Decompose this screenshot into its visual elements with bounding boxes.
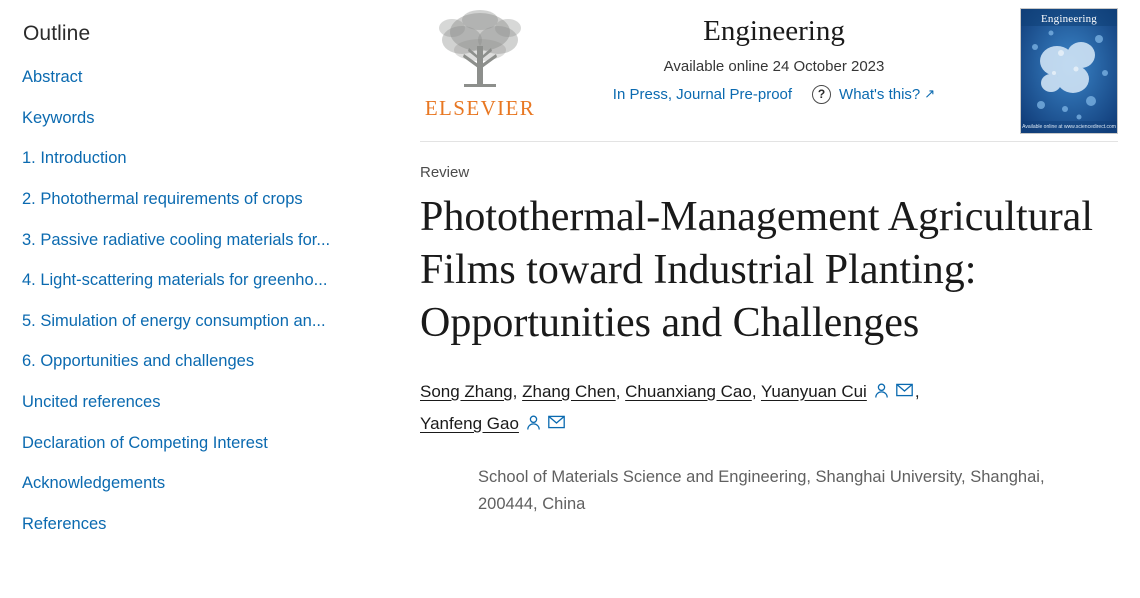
author-affiliation: School of Materials Science and Engineering, Shanghai University, Shanghai, 200444, China [478,468,1045,514]
outline-title: Outline [23,22,91,45]
author-separator: , [751,381,757,401]
article-header [400,142,1140,518]
sidebar-item-references[interactable]: References [22,515,107,534]
sidebar-item-simulation-energy[interactable]: 5. Simulation of energy consumption an... [22,311,326,330]
elsevier-tree-icon [428,6,532,98]
author-name[interactable]: Yuanyuan Cui [760,381,867,401]
sidebar-item-declaration-competing-interest[interactable]: Declaration of Competing Interest [22,433,268,452]
sidebar-item-uncited-references[interactable]: Uncited references [22,393,161,412]
author-badges [874,383,913,399]
article-main [400,0,1140,598]
press-status-link[interactable]: In Press, Journal Pre-proof [612,85,793,103]
journal-header [420,0,1118,142]
journal-info [550,14,998,104]
journal-cover-artwork [1021,9,1118,134]
journal-availability: Available online 24 October 2023 [663,57,885,75]
outline-sidebar [0,0,400,598]
person-icon[interactable] [874,383,889,399]
document-type-label: Review [420,164,470,181]
journal-title: Engineering [703,15,845,47]
person-icon[interactable] [526,415,541,431]
sidebar-item-opportunities-challenges[interactable]: 6. Opportunities and challenges [22,352,255,371]
envelope-icon[interactable] [548,415,565,429]
whats-this-link[interactable] [839,86,935,103]
journal-cover-thumbnail[interactable] [1020,8,1118,134]
author-name[interactable]: Song Zhang [420,381,513,401]
author-badges [526,415,565,431]
author-name[interactable]: Zhang Chen [522,381,616,401]
author-separator: , [512,381,518,401]
publisher-logo[interactable] [420,6,540,121]
publisher-wordmark: ELSEVIER [424,96,536,120]
sidebar-item-light-scattering-materials[interactable]: 4. Light-scattering materials for greenho... [22,271,328,290]
author-list [420,376,1060,441]
sidebar-item-acknowledgements[interactable]: Acknowledgements [22,474,166,493]
author-name[interactable]: Yanfeng Gao [420,414,519,434]
sidebar-item-abstract[interactable]: Abstract [22,68,83,86]
author-separator: , [914,381,920,401]
page-title: Photothermal-Management Agricultural Films toward Industrial Planting: Opportunities and Challenges [420,194,1093,346]
sidebar-item-passive-radiative-cooling[interactable]: 3. Passive radiative cooling materials for... [22,230,331,249]
external-link-arrow-icon: ↗ [924,86,936,102]
sidebar-item-keywords[interactable]: Keywords [22,108,95,127]
cover-footer-text: Available online at www.sciencedirect.com [1022,124,1116,130]
sidebar-item-photothermal-requirements[interactable]: 2. Photothermal requirements of crops [22,189,303,208]
author-name[interactable]: Chuanxiang Cao [625,381,752,401]
outline-list [22,68,400,533]
sidebar-item-introduction[interactable]: 1. Introduction [22,149,127,168]
cover-journal-title: Engineering [1041,13,1097,25]
question-mark-icon[interactable]: ? [812,85,831,104]
envelope-icon[interactable] [896,383,913,397]
whats-this-label: What's this? [839,85,921,103]
journal-status-row [550,85,998,104]
author-separator: , [615,381,621,401]
